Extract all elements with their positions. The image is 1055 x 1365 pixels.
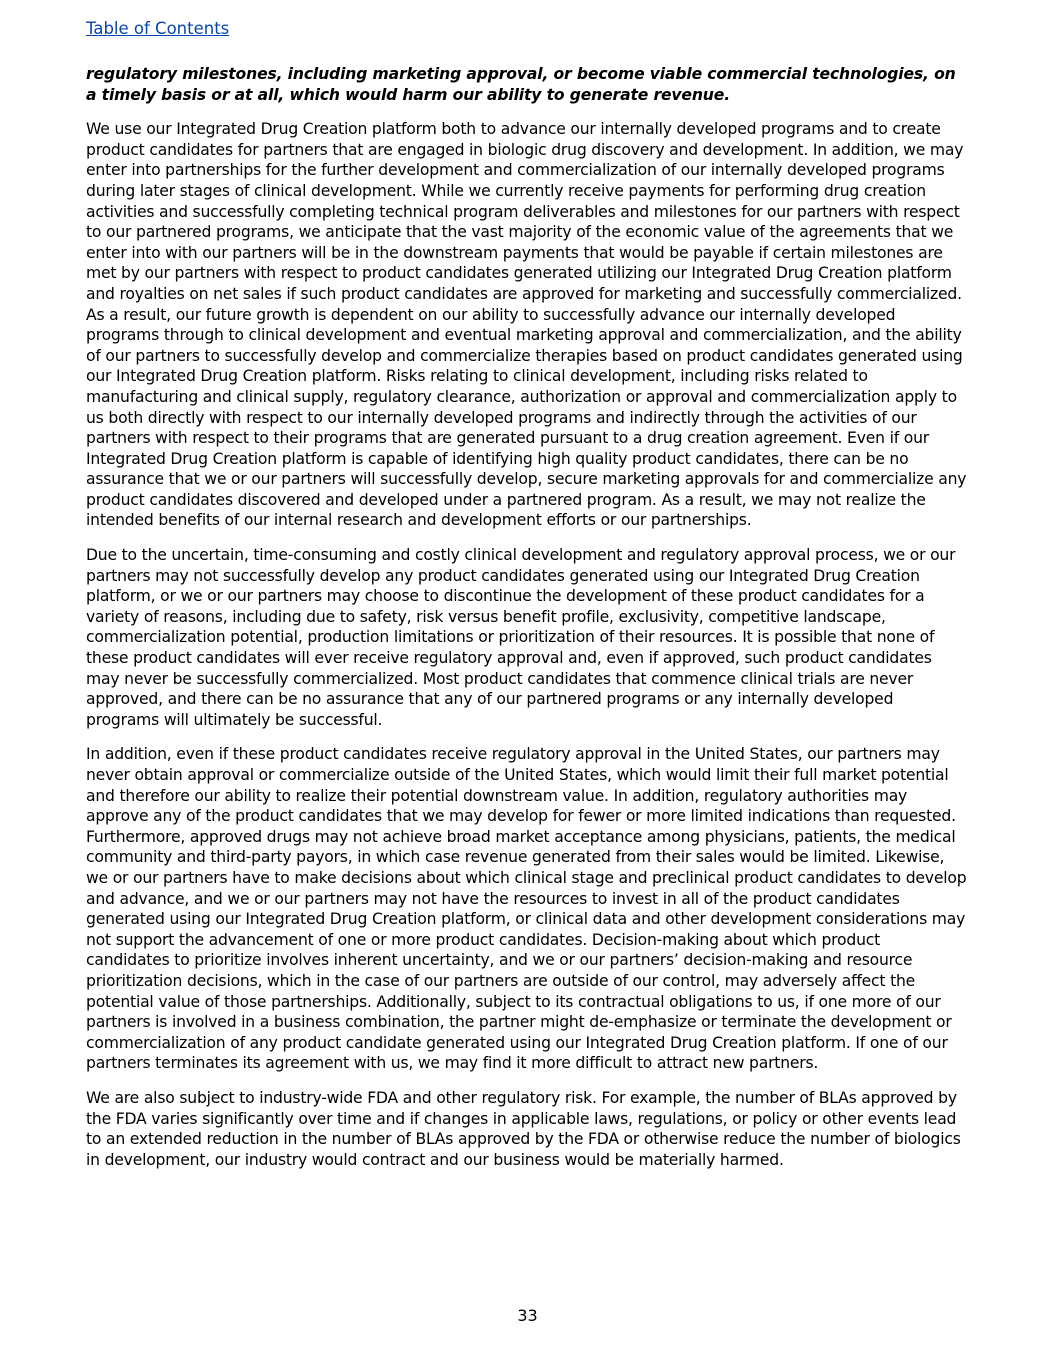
body-paragraph-3: In addition, even if these product candidates receive regulatory approval in the United States, our partners may never obtain approval or commercialize outside of the United States, which would limit their full market potential and therefore our ability to realize their potential downstream value. In addition, regulatory authorities may approve any of the product candidates that we may develop for fewer or more limited indications than requested. Furthermore, approved drugs may not achieve broad market acceptance among physicians, patients, the medical community and third-party payors, in which case revenue generated from their sales would be limited. Likewise, we or our partners have to make decisions about which clinical stage and preclinical product candidates to develop and advance, and we or our partners may not have the resources to invest in all of the product candidates generated using our Integrated Drug Creation platform, or clinical data and other development considerations may not support the advancement of one or more product candidates. Decision-making about which product candidates to prioritize involves inherent uncertainty, and we or our partners’ decision-making and resource prioritization decisions, which in the case of our partners are outside of our control, may adversely affect the potential value of those partnerships. Additionally, subject to its contractual obligations to us, if one more of our partners is involved in a business combination, the partner might de-emphasize or terminate the development or commercialization of any product candidate generated using our Integrated Drug Creation platform. If one of our partners terminates its agreement with us, we may find it more difficult to attract new partners. xyxy=(86,745,967,1073)
body-paragraph-4: We are also subject to industry-wide FDA and other regulatory risk. For example, the number of BLAs approved by the FDA varies significantly over time and if changes in applicable laws, regulations, or policy or other events lead to an extended reduction in the number of BLAs approved by the FDA or otherwise reduce the number of biologics in development, our industry would contract and our business would be materially harmed. xyxy=(86,1088,961,1169)
document-page xyxy=(86,18,968,1170)
page-number: 33 xyxy=(517,1306,538,1325)
body-paragraph-1: We use our Integrated Drug Creation platform both to advance our internally developed programs and to create product candidates for partners that are engaged in biologic drug discovery and development. In addition, we may enter into partnerships for the further development and commercialization of our internally developed programs during later stages of clinical development. While we currently receive payments for performing drug creation activities and successfully completing technical program deliverables and milestones for our partners with respect to our partnered programs, we anticipate that the vast majority of the economic value of the agreements that we enter into with our partners will be in the downstream payments that would be payable if certain milestones are met by our partners with respect to product candidates generated utilizing our Integrated Drug Creation platform and royalties on net sales if such product candidates are approved for marketing and successfully commercialized. As a result, our future growth is dependent on our ability to successfully advance our internally developed programs through to clinical development and eventual marketing approval and commercialization, and the ability of our partners to successfully develop and commercialize therapies based on product candidates generated using our Integrated Drug Creation platform. Risks relating to clinical development, including risks related to manufacturing and clinical supply, regulatory clearance, authorization or approval and commercialization apply to us both directly with respect to our internally developed programs and indirectly through the activities of our partners with respect to their programs that are generated pursuant to a drug creation agreement. Even if our Integrated Drug Creation platform is capable of identifying high quality product candidates, there can be no assurance that we or our partners will successfully develop, secure marketing approvals for and commercialize any product candidates discovered and developed under a partnered program. As a result, we may not realize the intended benefits of our internal research and development efforts or our partnerships. xyxy=(86,120,967,530)
section-heading: regulatory milestones, including marketing approval, or become viable commercial technologies, on a timely basis or at all, which would harm our ability to generate revenue. xyxy=(86,65,956,104)
body-paragraph-2: Due to the uncertain, time-consuming and costly clinical development and regulatory approval process, we or our partners may not successfully develop any product candidates generated using our Integrated Drug Creation platform, or we or our partners may choose to discontinue the development of these product candidates for a variety of reasons, including due to safety, risk versus benefit profile, exclusivity, competitive landscape, commercialization potential, production limitations or prioritization of their resources. It is possible that none of these product candidates will ever receive regulatory approval and, even if approved, such product candidates may never be successfully commercialized. Most product candidates that commence clinical trials are never approved, and there can be no assurance that any of our partnered programs or any internally developed programs will ultimately be successful. xyxy=(86,546,956,729)
table-of-contents-link[interactable]: Table of Contents xyxy=(86,19,230,38)
